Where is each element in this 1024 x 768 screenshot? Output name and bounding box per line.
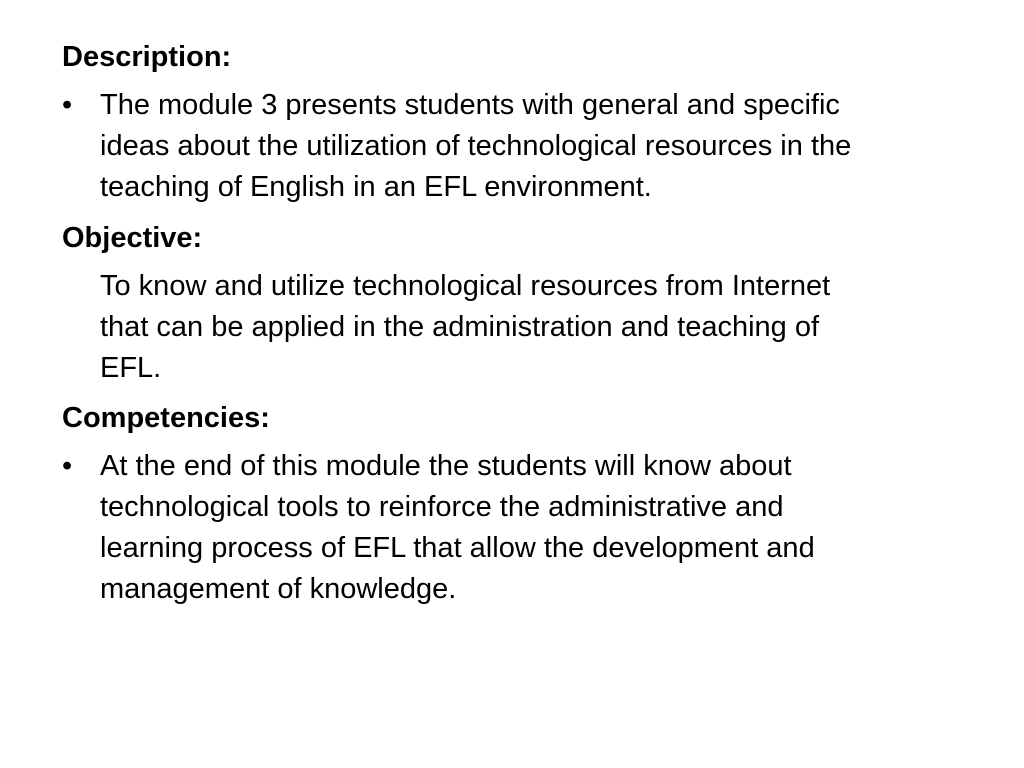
competencies-heading: Competencies: bbox=[62, 402, 270, 434]
objective-heading: Objective: bbox=[62, 222, 203, 254]
description-line: The module 3 presents students with general and specific bbox=[100, 89, 840, 121]
description-text bbox=[100, 85, 1000, 208]
competencies-line: learning process of EFL that allow the development and bbox=[100, 532, 815, 564]
objective-text bbox=[100, 266, 1000, 389]
competencies-bullet: • bbox=[62, 450, 73, 482]
competencies-line: management of knowledge. bbox=[100, 573, 457, 605]
objective-line: that can be applied in the administration and teaching of bbox=[100, 311, 820, 343]
competencies-text bbox=[100, 446, 1000, 610]
description-bullet: • bbox=[62, 89, 73, 121]
description-heading: Description: bbox=[62, 41, 232, 73]
competencies-line: At the end of this module the students will know about bbox=[100, 450, 792, 482]
competencies-line: technological tools to reinforce the administrative and bbox=[100, 491, 784, 523]
objective-line: EFL. bbox=[100, 352, 162, 384]
objective-line: To know and utilize technological resources from Internet bbox=[100, 270, 831, 302]
description-line: ideas about the utilization of technological resources in the bbox=[100, 130, 852, 162]
description-line: teaching of English in an EFL environment. bbox=[100, 171, 652, 203]
